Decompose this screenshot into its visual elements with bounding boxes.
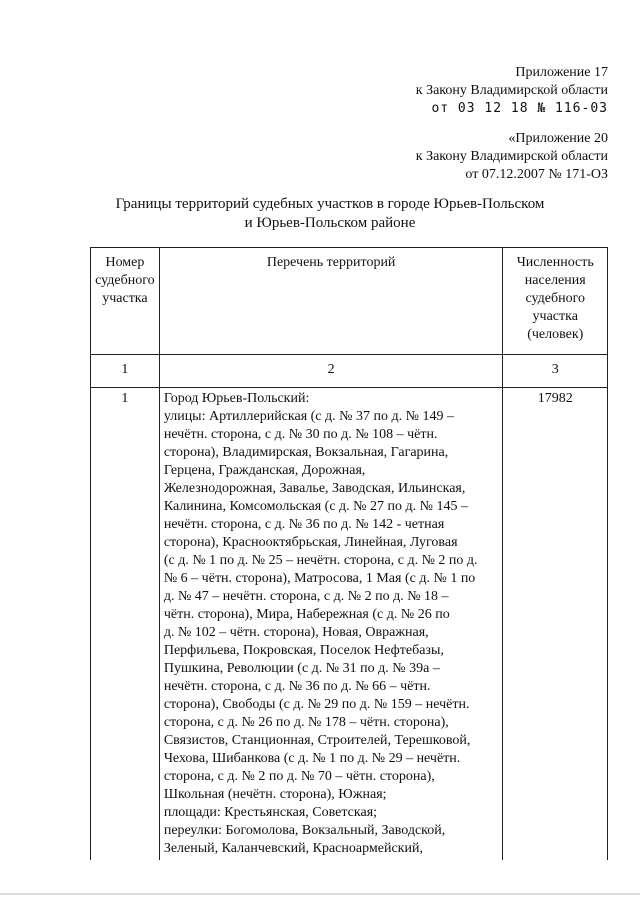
territory-line: сторона), Владимирская, Вокзальная, Гагарина, [163,445,449,460]
court-number-cell: 1 [91,388,160,861]
territory-line: Калинина, Комсомольская (с д. № 27 по д. № 145 – [163,499,468,514]
header-territories: Перечень территорий [159,248,503,355]
territory-lines [164,390,499,858]
amendment-header [416,64,608,118]
territory-line: Чехова, Шибанкова (с д. № 1 по д. № 29 – нечётн. [163,751,461,766]
amendment-date-stamp: от 03 12 18 № 116-03 [431,101,608,116]
header-court-number: Номер судебного участка [91,248,160,355]
title-line-1: Границы территорий судебных участков в городе Юрьев-Польском [115,196,545,212]
territory-line: Школьная (нечётн. сторона), Южная; [163,787,387,802]
scan-edge-line [0,893,640,895]
document-title [60,195,600,233]
column-numbering-row [91,355,608,388]
table-row [91,388,608,861]
original-appendix-label: «Приложение 20 [508,131,608,146]
territory-line: сторона, с д. № 2 по д. № 70 – чётн. сторона), [163,769,435,784]
territory-line: переулки: Богомолова, Вокзальный, Заводской, [163,823,446,838]
territory-line: нечётн. сторона, с д. № 36 по д. № 142 - четная [163,517,445,532]
territory-line: д. № 47 – нечётн. сторона, с д. № 2 по д. № 18 – [163,589,449,604]
territory-line: Железнодорожная, Завалье, Заводская, Ильинская, [163,481,466,496]
original-header [416,130,608,184]
column-number-3: 3 [503,355,608,388]
amendment-appendix-label: Приложение 17 [515,65,608,80]
territory-line: д. № 102 – чётн. сторона), Новая, Овражная, [163,625,429,640]
territory-line: Перфильева, Покровская, Поселок Нефтебазы, [163,643,444,658]
territory-line: площади: Крестьянская, Советская; [163,805,378,820]
territory-line: сторона), Краснооктябрьская, Линейная, Луговая [163,535,458,550]
territory-line: нечётн. сторона, с д. № 36 по д. № 66 – чётн. [163,679,431,694]
column-number-1: 1 [91,355,160,388]
territory-line: улицы: Артиллерийская (с д. № 37 по д. № 149 – [163,409,454,424]
original-date-label: от 07.12.2007 № 171-ОЗ [465,167,608,182]
header-population: Численность населения судебного участка (человек) [503,248,608,355]
territories-table [90,247,608,860]
territory-line: сторона, с д. № 26 по д. № 178 – чётн. сторона), [163,715,449,730]
territory-line: Город Юрьев-Польский: [163,391,310,406]
territory-line: нечётн. сторона, с д. № 30 по д. № 108 – чётн. [163,427,438,442]
population-cell: 17982 [503,388,608,861]
territory-line: № 6 – чётн. сторона), Матросова, 1 Мая (с д. № 1 по [163,571,476,586]
territory-line: чётн. сторона), Мира, Набережная (с д. № 26 по [163,607,450,622]
original-law-label: к Закону Владимирской области [415,149,608,164]
territory-line: Герцена, Гражданская, Дорожная, [163,463,366,478]
title-line-2: и Юрьев-Польском районе [244,215,416,231]
territory-line: (с д. № 1 по д. № 25 – нечётн. сторона, с д. № 2 по д. [163,553,478,568]
territory-line: Пушкина, Революции (с д. № 31 по д. № 39а – [163,661,440,676]
column-number-2: 2 [159,355,503,388]
table-header-row [91,248,608,355]
territory-line: Связистов, Станционная, Строителей, Терешковой, [163,733,471,748]
territory-line: сторона), Свободы (с д. № 29 по д. № 159 – нечётн. [163,697,470,712]
territory-list-cell [159,388,503,861]
amendment-law-label: к Закону Владимирской области [415,83,608,98]
territory-line: Зеленый, Каланчевский, Красноармейский, [163,841,423,856]
